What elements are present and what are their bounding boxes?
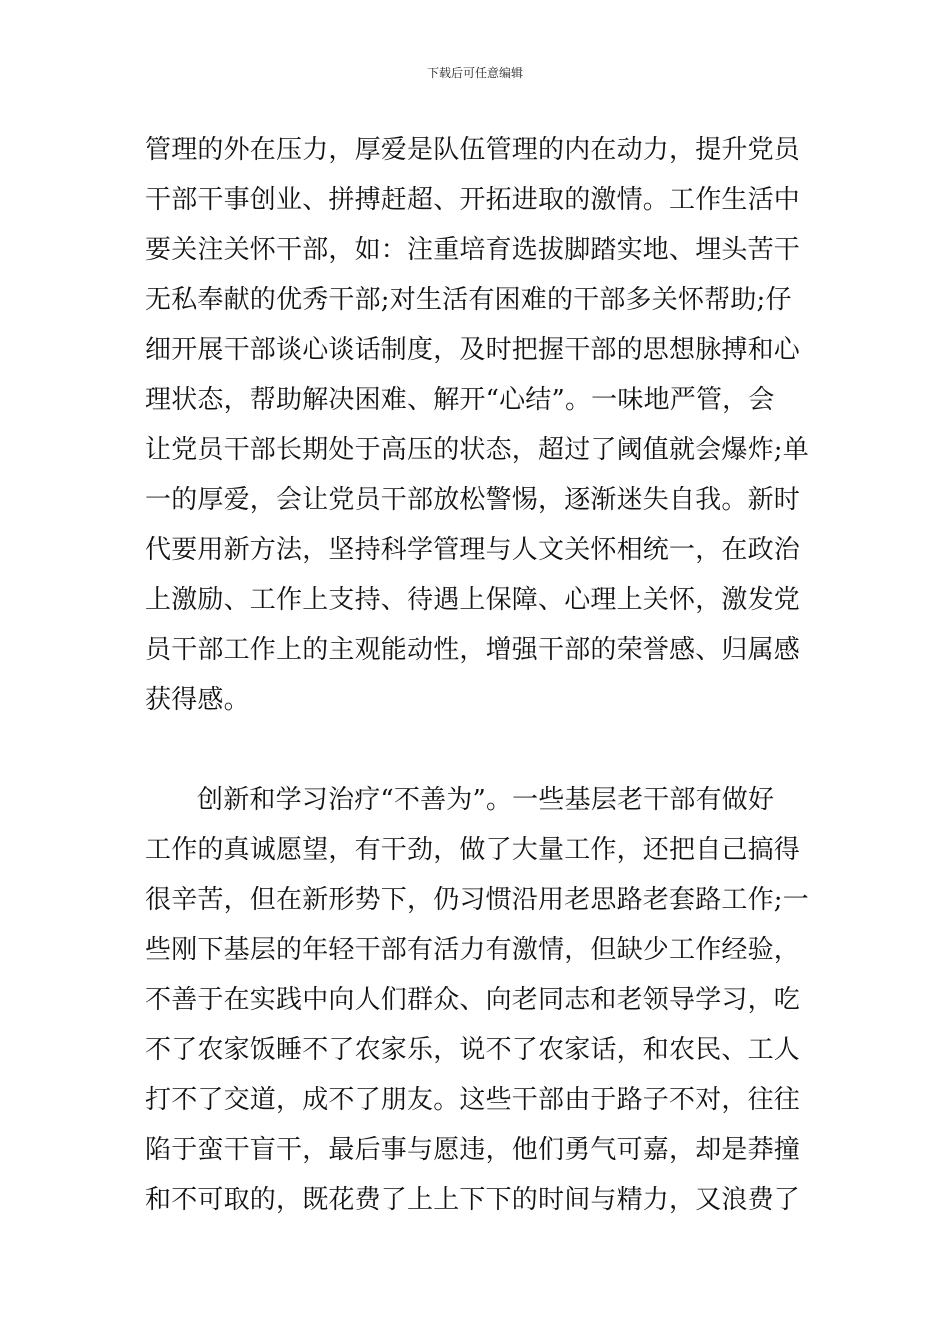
paragraph-line: 细开展干部谈心谈话制度，及时把握干部的思想脉搏和心: [145, 335, 801, 365]
paragraph-line: 让党员干部长期处于高压的状态，超过了阈值就会爆炸;单: [145, 435, 809, 465]
paragraph-2: [145, 775, 810, 1225]
paragraph-line: 员干部工作上的主观能动性，增强干部的荣誉感、归属感: [145, 635, 801, 665]
paragraph-line: 打不了交道，成不了朋友。这些干部由于路子不对，往往: [145, 1085, 801, 1115]
paragraph-line: 陷于蛮干盲干，最后事与愿违，他们勇气可嘉，却是莽撞: [145, 1135, 801, 1165]
paragraph-line: 上激励、工作上支持、待遇上保障、心理上关怀，激发党: [145, 585, 801, 615]
paragraph-line: 和不可取的，既花费了上上下下的时间与精力，又浪费了: [145, 1185, 801, 1215]
page-header: 下载后可任意编辑: [426, 66, 523, 80]
paragraph-line: 一的厚爱，会让党员干部放松警惕，逐渐迷失自我。新时: [145, 485, 801, 515]
paragraph-line: 不了农家饭睡不了农家乐，说不了农家话，和农民、工人: [145, 1035, 801, 1065]
paragraph-line: 干部干事创业、拼搏赶超、开拓进取的激情。工作生活中: [145, 185, 801, 215]
paragraph-line: 很辛苦，但在新形势下，仍习惯沿用老思路老套路工作;一: [145, 885, 809, 915]
paragraph-line: 工作的真诚愿望，有干劲，做了大量工作，还把自己搞得: [145, 835, 801, 865]
paragraph-line: 理状态，帮助解决困难、解开“心结”。一味地严管，会: [145, 385, 775, 415]
paragraph-line: 无私奉献的优秀干部;对生活有困难的干部多关怀帮助;仔: [145, 285, 792, 315]
paragraph-line: 不善于在实践中向人们群众、向老同志和老领导学习，吃: [145, 985, 801, 1015]
paragraph-line: 管理的外在压力，厚爱是队伍管理的内在动力，提升党员: [145, 135, 801, 165]
paragraph-line: 获得感。: [145, 685, 250, 715]
paragraph-line: 些刚下基层的年轻干部有活力有激情，但缺少工作经验，: [145, 935, 801, 965]
paragraph-line: 代要用新方法，坚持科学管理与人文关怀相统一，在政治: [145, 535, 801, 565]
paragraph-line: 创新和学习治疗“不善为”。一些基层老干部有做好: [197, 785, 775, 815]
paragraph-1: [145, 125, 810, 725]
paragraph-line: 要关注关怀干部，如：注重培育选拔脚踏实地、埋头苦干: [145, 235, 801, 265]
